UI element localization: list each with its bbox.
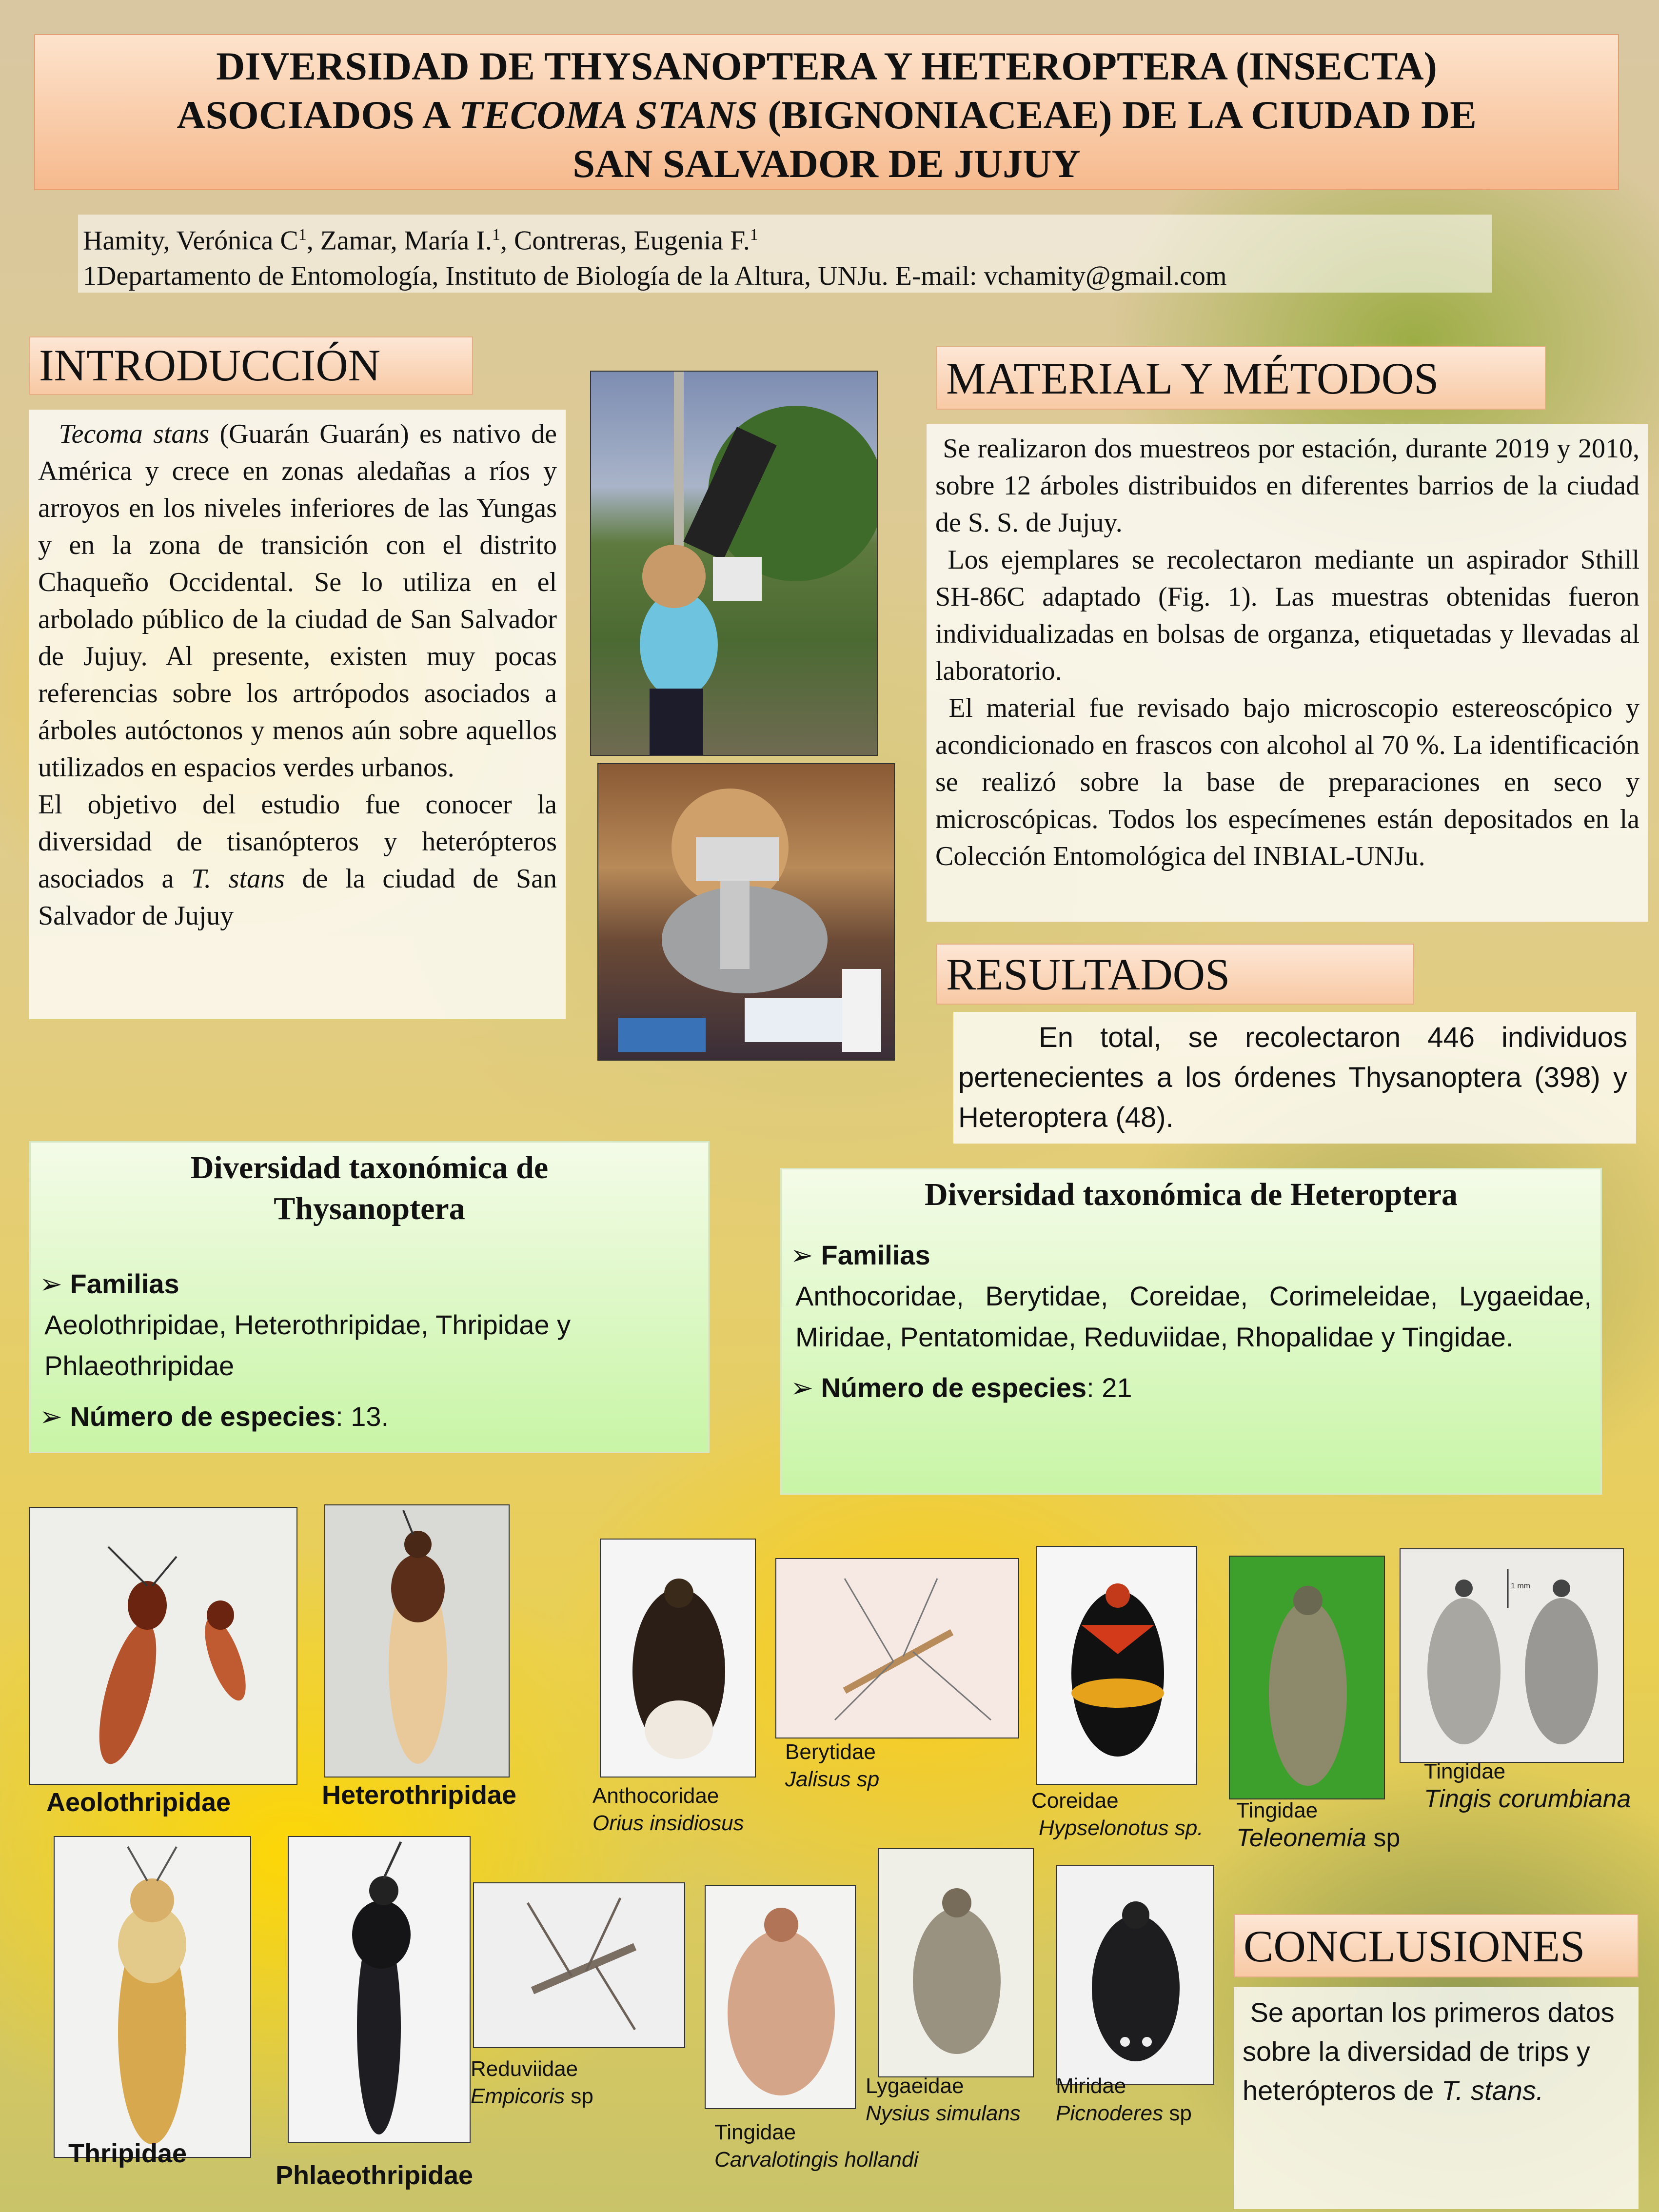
field-sampling-illustration [591, 372, 878, 756]
thysanoptera-families-label-row [40, 1264, 699, 1304]
thysanoptera-families-label: Familias [70, 1268, 179, 1299]
miridae-species: Picnoderes [1056, 2101, 1164, 2125]
bullet-icon: ➢ [40, 1401, 62, 1432]
author-1: Hamity, Verónica C [83, 225, 298, 256]
aeolothripidae-illustration [30, 1508, 297, 1785]
miridae-photo [1056, 1865, 1214, 2085]
tingidae-tingis-caption [1424, 1758, 1631, 1813]
bullet-icon: ➢ [40, 1268, 62, 1299]
results-heading: RESULTADOS [936, 944, 1414, 1005]
author-2-sup: 1 [492, 226, 500, 244]
miridae-suffix: sp [1163, 2101, 1192, 2125]
thysanoptera-box [29, 1141, 710, 1453]
tingis-illustration [1401, 1549, 1624, 1763]
poster-title [34, 34, 1619, 190]
reduviidae-photo [473, 1882, 685, 2048]
teleonemia-species-row [1236, 1824, 1400, 1852]
lab-microscope-illustration [598, 764, 895, 1061]
author-3: , Contreras, Eugenia F. [500, 225, 750, 256]
berytidae-illustration [776, 1559, 1019, 1738]
berytidae-caption [785, 1738, 879, 1793]
intro-heading: INTRODUCCIÓN [29, 336, 473, 395]
intro-p2-species: T. stans [191, 864, 285, 894]
carvalotingis-illustration [706, 1886, 856, 2109]
results-paragraph [958, 1018, 1627, 1138]
scale-bar-label: 1 mm [1511, 1582, 1530, 1590]
phlaeothripidae-caption: Phlaeothripidae [276, 2161, 474, 2190]
thysanoptera-title: Diversidad taxonómica de Thysanoptera [190, 1150, 549, 1226]
miridae-illustration [1057, 1866, 1214, 2085]
lab-microscope-photo [597, 763, 895, 1061]
reduviidae-species-row [471, 2083, 593, 2110]
title-line-2-species: TECOMA STANS [458, 93, 758, 137]
carvalotingis-family: Tingidae [714, 2120, 796, 2144]
thysanoptera-families-list: Aeolothripidae, Heterothripidae, Thripidae y Phlaeothripidae [44, 1309, 571, 1381]
lygaeidae-species: Nysius simulans [866, 2101, 1021, 2125]
tingis-family: Tingidae [1424, 1759, 1506, 1783]
title-line-2 [35, 91, 1618, 139]
bullet-icon: ➢ [790, 1372, 813, 1403]
title-line-3: SAN SALVADOR DE JUJUY [573, 141, 1081, 186]
author-1-sup: 1 [298, 226, 307, 244]
heteroptera-families [790, 1235, 1592, 1358]
anthocoridae-illustration [601, 1540, 756, 1778]
heterothripidae-caption: Heterothripidae [322, 1780, 517, 1810]
author-names [83, 217, 1492, 258]
bullet-icon: ➢ [790, 1240, 813, 1270]
reduviidae-family: Reduviidae [471, 2057, 578, 2081]
tingidae-teleonemia-photo [1229, 1556, 1385, 1799]
heteroptera-families-list: Anthocoridae, Berytidae, Coreidae, Corimeleidae, Lygaeidae, Miridae, Pentatomidae, Reduviidae, Rhopalidae y Tingidae. [795, 1281, 1592, 1352]
thripidae-illustration [55, 1837, 251, 2158]
lygaeidae-caption [866, 2073, 1021, 2127]
thysanoptera-species [40, 1396, 699, 1437]
methods-p2 [935, 541, 1639, 690]
thysanoptera-species-label: Número de especies [70, 1401, 336, 1432]
teleonemia-suffix: sp [1366, 1824, 1401, 1852]
tingidae-tingis-photo [1400, 1548, 1624, 1763]
affiliation: 1Departamento de Entomología, Instituto de Biología de la Altura, UNJu. E-mail: vchamity@gmail.com [83, 260, 1227, 291]
coreidae-photo [1036, 1546, 1197, 1785]
title-line-1: DIVERSIDAD DE THYSANOPTERA Y HETEROPTERA (INSECTA) [216, 44, 1437, 88]
teleonemia-illustration [1230, 1557, 1385, 1799]
conclusions-heading: CONCLUSIONES [1234, 1914, 1639, 1977]
aeolothripidae-photo [29, 1507, 297, 1785]
anthocoridae-photo [600, 1539, 756, 1778]
conclusions-paragraph [1243, 1993, 1630, 2110]
coreidae-species: Hypselonotus sp. [1039, 1816, 1204, 1840]
tingis-species: Tingis corumbiana [1424, 1785, 1631, 1813]
author-3-sup: 1 [750, 226, 758, 244]
title-line-2-a: ASOCIADOS A [177, 93, 459, 137]
intro-species: Tecoma stans [59, 419, 210, 449]
miridae-species-row [1056, 2100, 1192, 2127]
reduviidae-illustration [474, 1883, 685, 2048]
methods-p3 [935, 690, 1639, 875]
heteroptera-species-label: Número de especies [821, 1372, 1087, 1403]
intro-p2-a: El objetivo del estudio fue conocer la diversidad de tisanópteros y heterópteros asociados a [38, 790, 557, 894]
tingidae-carvalotingis-photo [705, 1885, 856, 2109]
teleonemia-family: Tingidae [1236, 1798, 1318, 1822]
lygaeidae-family: Lygaeidae [866, 2074, 964, 2098]
tingidae-teleonemia-caption [1236, 1797, 1400, 1852]
authors-block [78, 215, 1492, 293]
anthocoridae-species: Orius insidiosus [592, 1811, 744, 1835]
anthocoridae-caption [592, 1782, 744, 1837]
teleonemia-species: Teleonemia [1236, 1824, 1366, 1852]
heteroptera-families-label: Familias [821, 1240, 930, 1270]
reduviidae-species: Empicoris [471, 2084, 565, 2108]
author-2: , Zamar, María I. [306, 225, 492, 256]
methods-p1-text: Se realizaron dos muestreos por estación, durante 2019 y 2010, sobre 12 árboles distribuidos en diferentes barrios de la ciudad de S. S. de Jujuy. [935, 434, 1640, 538]
heteroptera-species-value: : 21 [1086, 1372, 1132, 1403]
lygaeidae-photo [878, 1848, 1034, 2077]
intro-p1-text: (Guarán Guarán) es nativo de América y crece en zonas aledañas a ríos y arroyos en los niveles inferiores de las Yungas y en la zona de transición con el distrito Chaqueño Occidental. Se lo utiliza en el arbolado público de la ciudad de San Salvador de Jujuy. Al presente, existen muy pocas referencias sobre los artrópodos asociados a árboles autóctonos y menos aún sobre aquellos utilizados en espacios verdes urbanos. [38, 419, 557, 783]
methods-p1 [935, 430, 1639, 541]
carvalotingis-species: Carvalotingis hollandi [714, 2148, 919, 2172]
methods-p2-text: Los ejemplares se recolectaron mediante un aspirador Sthill SH-86C adaptado (Fig. 1). Las muestras obtenidas fueron individualizadas en bolsas de organza, etiquetadas y llevadas al laboratorio. [935, 545, 1640, 686]
miridae-family: Miridae [1056, 2074, 1126, 2098]
thysanoptera-species-value: : 13. [336, 1401, 389, 1432]
thripidae-caption: Thripidae [68, 2139, 187, 2168]
heteroptera-species [790, 1367, 1592, 1408]
reduviidae-caption [471, 2055, 593, 2110]
methods-heading: MATERIAL Y MÉTODOS [936, 346, 1546, 410]
heteroptera-title: Diversidad taxonómica de Heteroptera [924, 1177, 1458, 1212]
thripidae-photo [54, 1836, 251, 2158]
berytidae-species: Jalisus sp [785, 1767, 880, 1791]
coreidae-illustration [1037, 1547, 1197, 1785]
miridae-caption [1056, 2073, 1192, 2127]
lygaeidae-illustration [879, 1849, 1034, 2077]
phlaeothripidae-illustration [289, 1837, 471, 2143]
field-sampling-photo [590, 371, 878, 756]
berytidae-family: Berytidae [785, 1740, 876, 1764]
title-line-2-b: (BIGNONIACEAE) DE LA CIUDAD DE [757, 93, 1477, 137]
methods-p3-text: El material fue revisado bajo microscopio estereoscópico y acondicionado en frascos con alcohol al 70 %. La identificación se realizó sobre la base de preparaciones en seco y microscópicas. Todos los especímenes están depositados en la Colección Entomológica del INBIAL-UNJu. [935, 693, 1639, 871]
methods-text [927, 424, 1648, 922]
phlaeothripidae-photo [288, 1836, 471, 2143]
conclusions-text-a: Se aportan los primeros datos sobre la diversidad de trips y heterópteros de [1243, 1997, 1615, 2106]
anthocoridae-family: Anthocoridae [592, 1784, 719, 1808]
intro-p2-b: de la ciudad de San Salvador de Jujuy [38, 864, 557, 931]
reduviidae-suffix: sp [565, 2084, 593, 2108]
heteroptera-box [780, 1168, 1602, 1495]
thysanoptera-families [40, 1264, 699, 1386]
results-text [953, 1012, 1636, 1144]
coreidae-family: Coreidae [1031, 1789, 1119, 1813]
conclusions-species: T. stans. [1441, 2075, 1544, 2106]
intro-paragraph-2 [38, 786, 557, 934]
results-paragraph-text: En total, se recolectaron 446 individuos pertenecientes a los órdenes Thysanoptera (398) y Heteroptera (48). [958, 1022, 1627, 1133]
aeolothripidae-caption: Aeolothripidae [46, 1788, 231, 1817]
heteroptera-families-label-row [790, 1235, 1592, 1276]
berytidae-photo [775, 1558, 1019, 1738]
heterothripidae-photo [324, 1504, 510, 1778]
intro-paragraph-1 [38, 415, 557, 786]
coreidae-caption [1031, 1787, 1204, 1842]
intro-text [29, 410, 566, 1019]
heterothripidae-illustration [325, 1505, 510, 1778]
conclusions-text [1234, 1987, 1639, 2209]
